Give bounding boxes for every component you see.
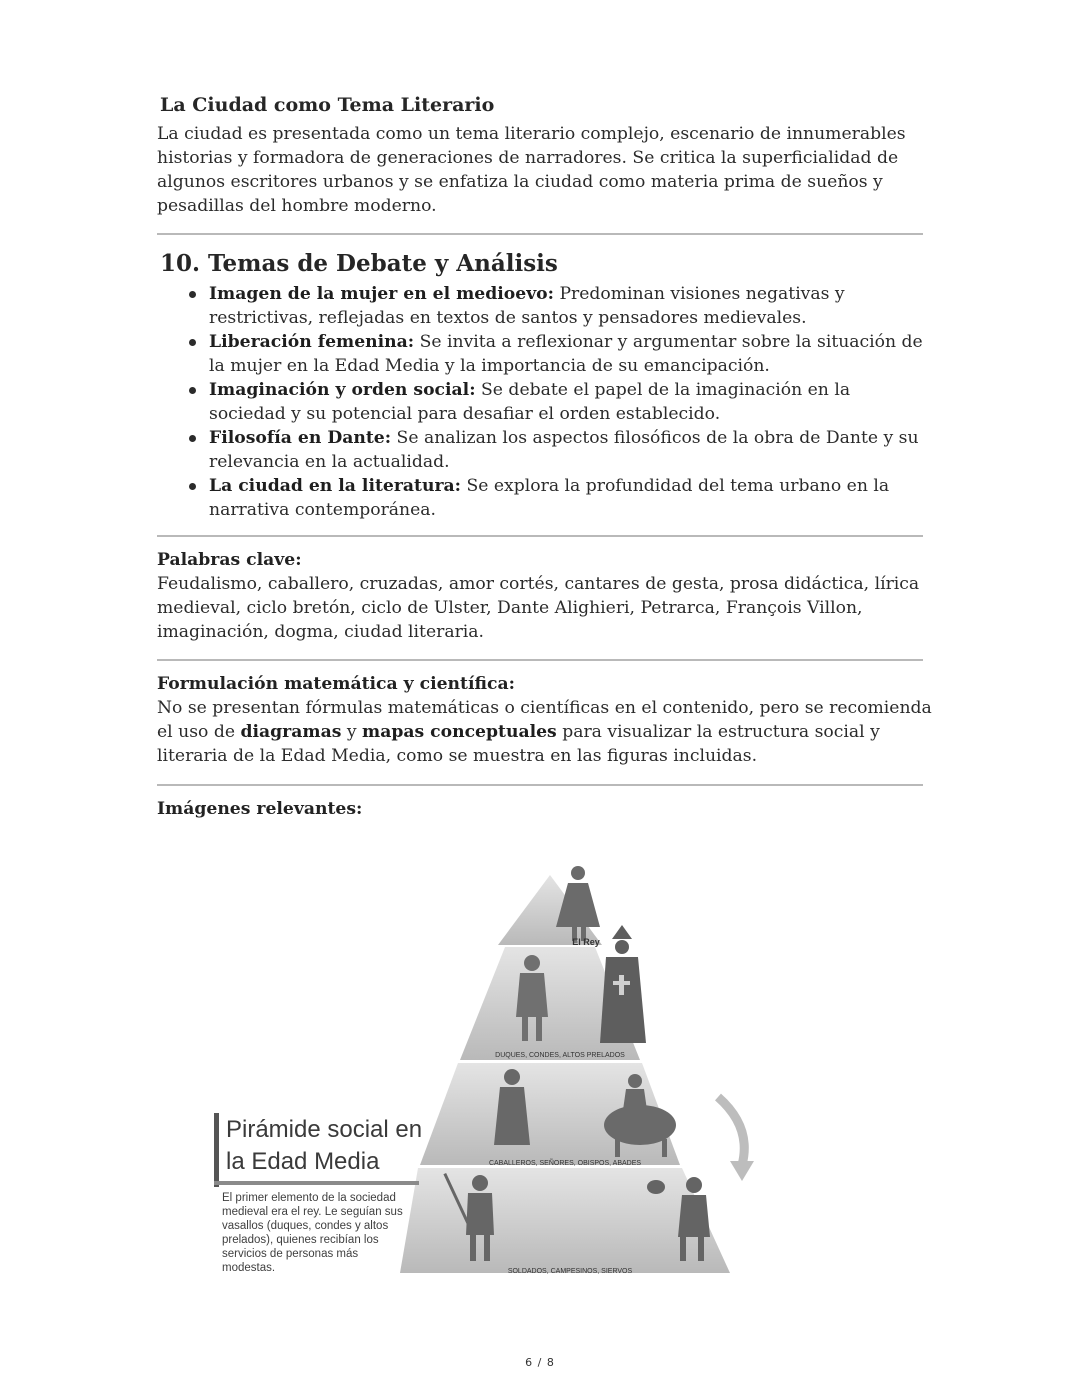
list-item-text: Se invita a reflexionar y argumentar sobre la situación de la mujer en la Edad Media y la importancia de su emancipación. — [209, 332, 923, 376]
divider — [157, 233, 923, 235]
figure-title-line-2: la Edad Media — [226, 1148, 380, 1175]
list-item — [157, 474, 932, 522]
cycle-arrow-head — [730, 1161, 754, 1181]
page-number: 6 / 8 — [525, 1356, 555, 1369]
formulation-bold: diagramas — [240, 722, 342, 742]
caption-bar — [214, 1113, 219, 1187]
list-item-term: Filosofía en Dante: — [209, 428, 392, 448]
bishop-figure — [600, 925, 646, 1043]
debate-list — [157, 282, 932, 522]
list-item — [157, 330, 932, 378]
list-item-term: Liberación femenina: — [209, 332, 415, 352]
formulation-body — [157, 696, 932, 768]
cycle-arrow — [718, 1097, 744, 1165]
divider — [157, 659, 923, 661]
caption-line: prelados), quienes recibían los — [222, 1234, 379, 1246]
caption-line: medieval era el rey. Le seguían sus — [222, 1206, 403, 1218]
list-item-text: Se explora la profundidad del tema urbano en la narrativa contemporánea. — [209, 476, 890, 520]
list-item-term: Imagen de la mujer en el medioevo: — [209, 284, 554, 304]
formulation-text: No se presentan fórmulas matemáticas o científicas en el contenido, pero se recomienda el uso de — [157, 698, 932, 742]
images-label: Imágenes relevantes: — [157, 799, 363, 819]
divider — [157, 535, 923, 537]
caption-underline — [214, 1181, 419, 1185]
caption-line: El primer elemento de la sociedad — [222, 1192, 396, 1204]
section-title-debate: 10. Temas de Debate y Análisis — [160, 250, 558, 277]
social-pyramid-figure — [210, 835, 770, 1275]
list-item — [157, 426, 932, 474]
list-item-text: Se debate el papel de la imaginación en la sociedad y su potencial para desafiar el orden establecido. — [209, 380, 851, 424]
section-body-city: La ciudad es presentada como un tema literario complejo, escenario de innumerables historias y formadora de generaciones de narradores. Se critica la superficialidad de algunos escritores urbanos y se enfatiza la ciudad como materia prima de sueños y pesadillas del hombre moderno. — [157, 124, 906, 216]
divider — [157, 784, 923, 786]
list-item — [157, 282, 932, 330]
formulation-text: para visualizar la estructura social y literaria de la Edad Media, como se muestra en las figuras incluidas. — [157, 722, 880, 766]
list-item — [157, 378, 932, 426]
level-label-peasants: SOLDADOS, CAMPESINOS, SIERVOS — [507, 1268, 633, 1275]
caption-line: modestas. — [222, 1262, 276, 1274]
list-item-text: Se analizan los aspectos filosóficos de la obra de Dante y su relevancia en la actualidad. — [209, 428, 919, 472]
formulation-label: Formulación matemática y científica: — [157, 674, 515, 694]
formulation-text: y — [341, 722, 363, 742]
level-label-nobles: DUQUES, CONDES, ALTOS PRELADOS — [495, 1052, 625, 1059]
caption-line: vasallos (duques, condes y altos — [222, 1220, 389, 1232]
figure-title-line-1: Pirámide social en — [226, 1116, 423, 1143]
level-label-king: El Rey — [572, 937, 600, 947]
caption-line: servicios de personas más — [222, 1248, 359, 1260]
list-item-term: La ciudad en la literatura: — [209, 476, 462, 496]
list-item-text: Predominan visiones negativas y restrictivas, reflejadas en textos de santos y pensadores medievales. — [209, 284, 845, 328]
keywords-label: Palabras clave: — [157, 550, 302, 570]
section-title-city: La Ciudad como Tema Literario — [160, 94, 495, 116]
keywords-body: Feudalismo, caballero, cruzadas, amor cortés, cantares de gesta, prosa didáctica, lírica medieval, ciclo bretón, ciclo de Ulster, Dante Alighieri, Petrarca, François Villon, imaginación, dogma, ciudad literaria. — [157, 574, 920, 642]
formulation-bold: mapas conceptuales — [362, 722, 557, 742]
figure-caption — [222, 1192, 403, 1274]
list-item-term: Imaginación y orden social: — [209, 380, 476, 400]
level-label-knights: CABALLEROS, SEÑORES, OBISPOS, ABADES — [488, 1160, 642, 1167]
